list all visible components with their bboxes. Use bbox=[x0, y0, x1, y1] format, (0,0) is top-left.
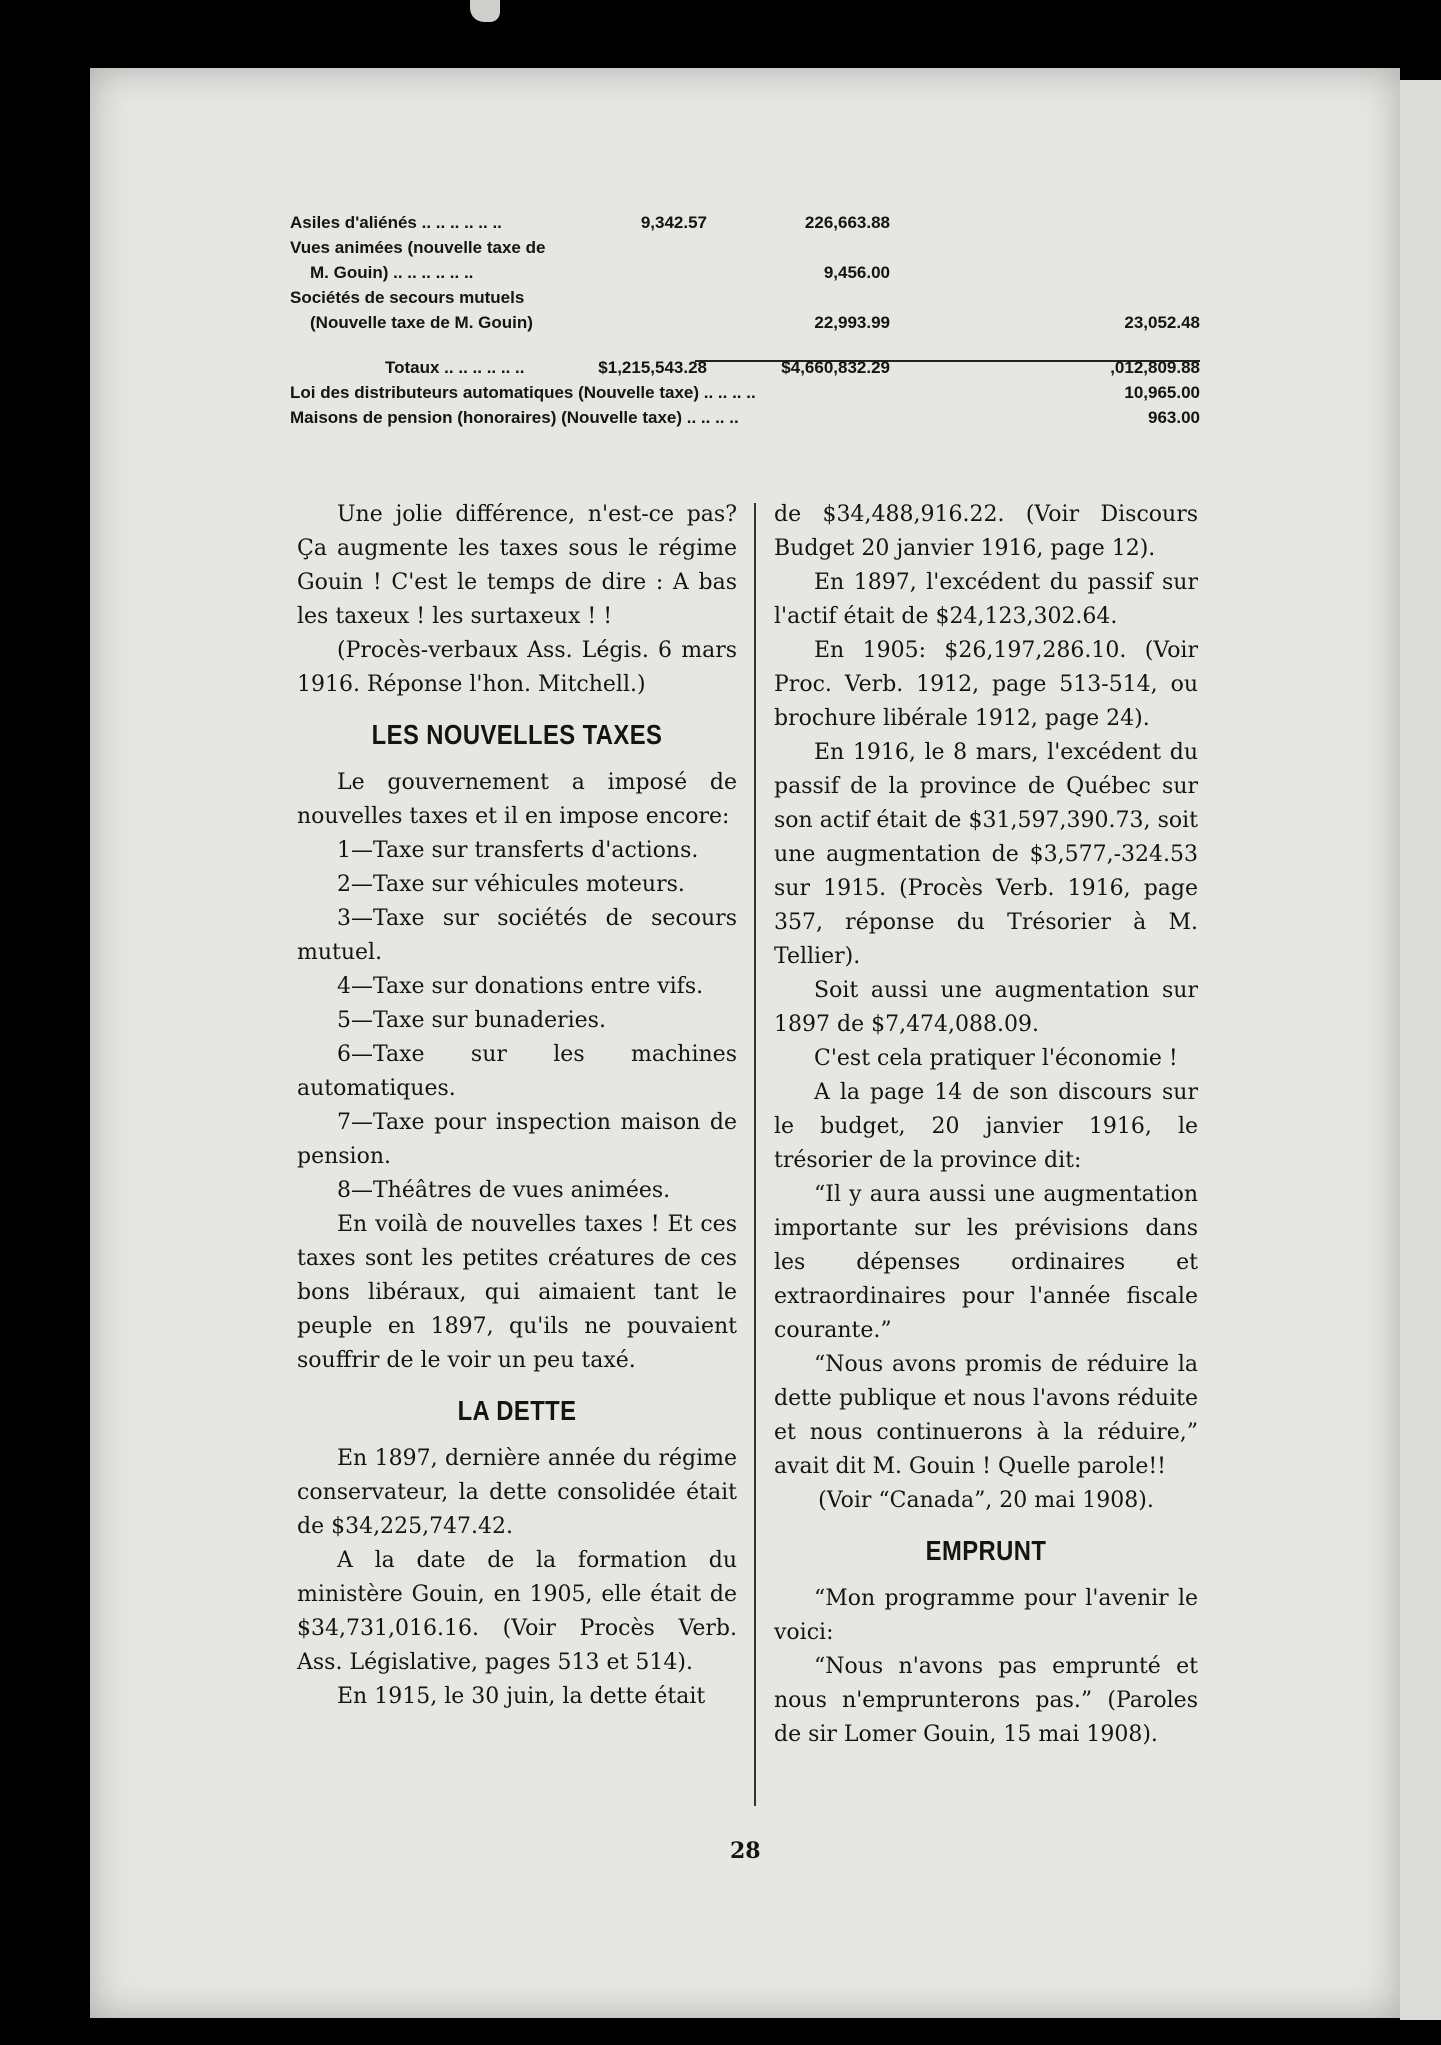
section-heading: LA DETTE bbox=[457, 1395, 577, 1426]
paragraph: A la page 14 de son discours sur le budget, 20 janvier 1916, le trésorier de la province dit: bbox=[774, 1080, 1198, 1173]
table-row bbox=[290, 380, 1200, 405]
row-label: Maisons de pension (honoraires) (Nouvelle taxe) .. .. .. .. bbox=[290, 408, 739, 427]
totals-value-1: $1,215,543.28 bbox=[598, 358, 707, 377]
row-value-2: 9,456.00 bbox=[823, 263, 890, 282]
list-item: 6—Taxe sur les machines automatiques. bbox=[297, 1042, 737, 1101]
paragraph: En 1905: $26,197,286.10. (Voir Proc. Verb. 1912, page 513-514, ou brochure libérale 1912, page 24). bbox=[774, 638, 1198, 731]
row-label: Sociétés de secours mutuels bbox=[290, 288, 525, 307]
paragraph: Soit aussi une augmentation sur 1897 de $7,474,088.09. bbox=[774, 978, 1198, 1037]
totals-value-3: ,012,809.88 bbox=[1110, 358, 1200, 377]
paragraph: En 1915, le 30 juin, la dette était bbox=[337, 1684, 706, 1709]
row-value-3: 10,965.00 bbox=[1124, 383, 1200, 402]
paragraph: En 1916, le 8 mars, l'excédent du passif de la province de Québec sur son actif était de $31,597,390.73, soit une augmentation de $3,577,-324.53 sur 1915. (Procès Verb. 1916, page 357, réponse du Trésorier à M. Tellier). bbox=[774, 740, 1198, 969]
paragraph: En 1897, dernière année du régime conservateur, la dette consolidée était de $34,225,747.42. bbox=[297, 1446, 737, 1539]
table-row bbox=[290, 285, 1200, 310]
column-divider bbox=[754, 503, 756, 1806]
quote: “Il y aura aussi une augmentation importante sur les prévisions dans les dépenses ordinaires et extraordinaires pour l'année fiscale courante.” bbox=[774, 1182, 1198, 1343]
page-number: 28 bbox=[730, 1838, 761, 1864]
list-item: 7—Taxe pour inspection maison de pension. bbox=[297, 1110, 737, 1169]
citation: (Voir “Canada”, 20 mai 1908). bbox=[818, 1488, 1154, 1513]
left-column bbox=[297, 498, 737, 1714]
list-item: 2—Taxe sur véhicules moteurs. bbox=[337, 872, 685, 897]
row-label: Vues animées (nouvelle taxe de bbox=[290, 238, 546, 257]
paragraph: Le gouvernement a imposé de nouvelles taxes et il en impose encore: bbox=[297, 770, 737, 829]
table-row bbox=[290, 405, 1200, 430]
row-value-2: 226,663.88 bbox=[804, 213, 890, 232]
list-item: 3—Taxe sur sociétés de secours mutuel. bbox=[297, 906, 737, 965]
row-value-3: 23,052.48 bbox=[1124, 313, 1200, 332]
right-column bbox=[774, 498, 1198, 1752]
section-heading: LES NOUVELLES TAXES bbox=[371, 719, 663, 750]
totals-label: Totaux .. .. .. .. .. .. bbox=[385, 358, 525, 377]
table-row bbox=[290, 260, 1200, 285]
quote: “Mon programme pour l'avenir le voici: bbox=[774, 1586, 1198, 1645]
table-row bbox=[290, 235, 1200, 260]
row-value-2: 22,993.99 bbox=[814, 313, 890, 332]
revenue-table bbox=[290, 210, 1200, 430]
row-value-3: 963.00 bbox=[1148, 408, 1200, 427]
quote: “Nous avons promis de réduire la dette publique et nous l'avons réduite et nous continuerons à la réduire,” avait dit M. Gouin ! Quelle parole!! bbox=[774, 1352, 1198, 1479]
paragraph: A la date de la formation du ministère Gouin, en 1905, elle était de $34,731,016.16. (Voir Procès Verb. Ass. Législative, pages 513 et 514). bbox=[297, 1548, 737, 1675]
section-heading: EMPRUNT bbox=[925, 1535, 1047, 1566]
list-item: 1—Taxe sur transferts d'actions. bbox=[337, 838, 699, 863]
paragraph: de $34,488,916.22. (Voir Discours Budget 20 janvier 1916, page 12). bbox=[774, 502, 1198, 561]
paragraph: (Procès-verbaux Ass. Légis. 6 mars 1916. Réponse l'hon. Mitchell.) bbox=[297, 638, 737, 697]
row-label: Asiles d'aliénés .. .. .. .. .. .. bbox=[290, 213, 502, 232]
top-edge-mark bbox=[470, 0, 500, 22]
list-item: 4—Taxe sur donations entre vifs. bbox=[337, 974, 704, 999]
totals-value-2: $4,660,832.29 bbox=[781, 358, 890, 377]
paragraph: En 1897, l'excédent du passif sur l'actif était de $24,123,302.64. bbox=[774, 570, 1198, 629]
row-value-1: 9,342.57 bbox=[640, 213, 707, 232]
paragraph: En voilà de nouvelles taxes ! Et ces taxes sont les petites créatures de ces bons libéraux, qui aimaient tant le peuple en 1897, qu'ils ne pouvaient souffrir de le voir un peu taxé. bbox=[297, 1212, 737, 1373]
totals-row bbox=[290, 355, 1200, 380]
table-row bbox=[290, 310, 1200, 335]
adjacent-page-edge bbox=[1400, 80, 1441, 2020]
row-label: (Nouvelle taxe de M. Gouin) bbox=[310, 313, 533, 332]
table-row bbox=[290, 210, 1200, 235]
list-item: 5—Taxe sur bunaderies. bbox=[337, 1008, 606, 1033]
quote: “Nous n'avons pas emprunté et nous n'emprunterons pas.” (Paroles de sir Lomer Gouin, 15 mai 1908). bbox=[774, 1654, 1198, 1747]
paragraph: C'est cela pratiquer l'économie ! bbox=[814, 1046, 1178, 1071]
row-label: M. Gouin) .. .. .. .. .. .. bbox=[310, 263, 474, 282]
paragraph: Une jolie différence, n'est-ce pas? Ça augmente les taxes sous le régime Gouin ! C'est le temps de dire : A bas les taxeux ! les surtaxeux ! ! bbox=[297, 502, 737, 629]
list-item: 8—Théâtres de vues animées. bbox=[337, 1178, 671, 1203]
row-label: Loi des distributeurs automatiques (Nouvelle taxe) .. .. .. .. bbox=[290, 383, 756, 402]
